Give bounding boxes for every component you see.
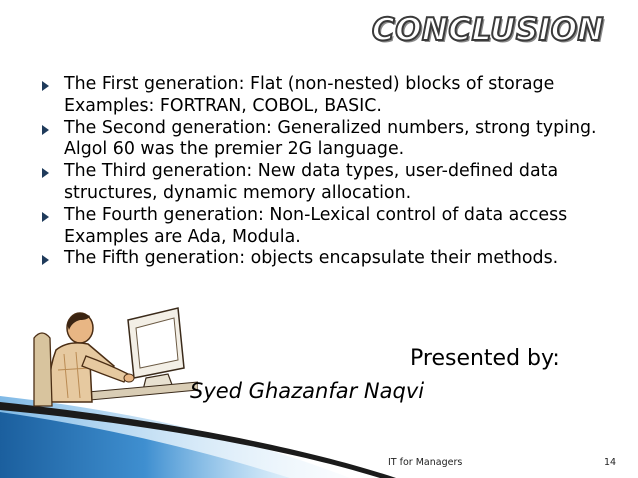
bullet-item <box>42 74 608 118</box>
presented-by-label: Presented by: <box>410 346 560 371</box>
bullet-text: The Fourth generation: Non-Lexical control of data access Examples are Ada, Modula. <box>64 204 568 247</box>
bullet-text: The Second generation: Generalized numbers, strong typing. Algol 60 was the premier 2G language. <box>64 117 597 160</box>
hand-shape <box>124 374 134 382</box>
footer-label: IT for Managers <box>388 457 463 468</box>
bullet-text: The First generation: Flat (non-nested) blocks of storage Examples: FORTRAN, COBOL, BASIC. <box>64 74 555 116</box>
author-name: Syed Ghazanfar Naqvi <box>190 379 425 403</box>
bullet-text: The Third generation: New data types, user-defined data structures, dynamic memory allocation. <box>64 161 559 203</box>
slide-title: CONCLUSION <box>371 12 604 48</box>
bullet-item <box>42 205 608 249</box>
triangle-bullet-icon <box>42 255 49 265</box>
chair-shape <box>34 333 52 406</box>
bullet-item <box>42 161 608 205</box>
man-at-computer-illustration <box>28 298 198 408</box>
bullet-list <box>42 74 608 270</box>
page-number: 14 <box>604 457 617 468</box>
triangle-bullet-icon <box>42 125 49 135</box>
bullet-item <box>42 248 608 270</box>
bullet-item <box>42 118 608 162</box>
triangle-bullet-icon <box>42 168 49 178</box>
bullet-text: The Fifth generation: objects encapsulate their methods. <box>64 248 559 269</box>
triangle-bullet-icon <box>42 81 49 91</box>
triangle-bullet-icon <box>42 212 49 222</box>
desk-shape <box>88 382 198 400</box>
